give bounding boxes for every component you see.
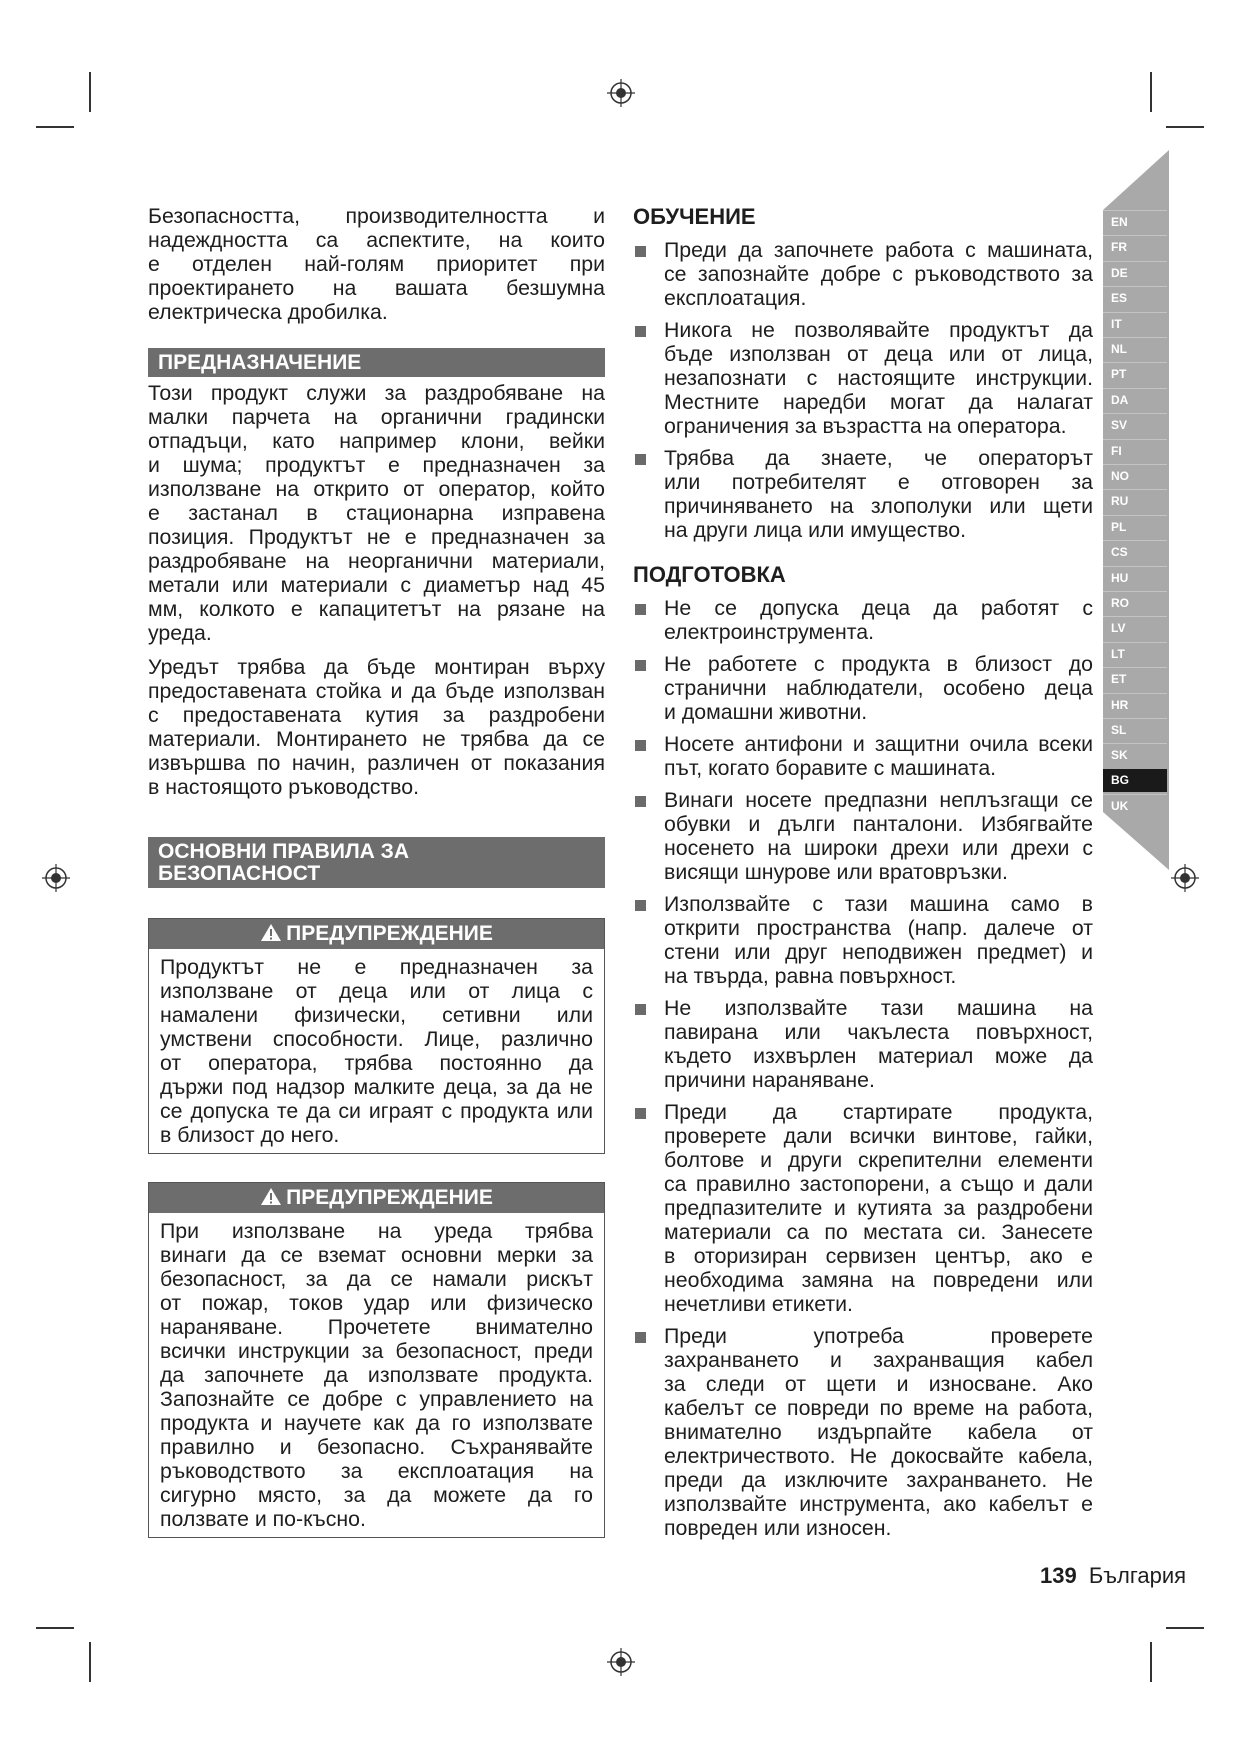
preparation-heading: ПОДГОТОВКА (633, 562, 786, 587)
list-item: Преди употреба проверете захранването и захранващия кабел за следи от щети и износване. Ако кабелът се повреди по време на работа, внимателно издърпайте кабела от електричеството. Не докосвайте кабела, преди да изключите захранването. Не използвайте инструмента, ако кабелът е повреден или износен. (633, 1324, 1093, 1540)
safety-rules-heading: ОСНОВНИ ПРАВИЛА ЗА БЕЗОПАСНОСТ (148, 837, 605, 888)
crop-mark (36, 1627, 74, 1629)
list-item: Винаги носете предпазни неплъзгащи се обувки и дълги панталони. Избягвайте носенето на широки дрехи или дрехи с висящи шнурове или вратовръзки. (633, 788, 1093, 884)
language-tab-hu[interactable]: HU (1103, 566, 1167, 589)
language-tab-pt[interactable]: PT (1103, 362, 1167, 385)
crop-mark (1150, 1642, 1152, 1682)
language-tab-en[interactable]: EN (1103, 210, 1167, 233)
language-tab-es[interactable]: ES (1103, 286, 1167, 309)
purpose-heading: ПРЕДНАЗНАЧЕНИЕ (148, 348, 605, 377)
list-item: Не използвайте тази машина на павирана или чакълеста повърхност, където изхвърлен материал може да причини нараняване. (633, 996, 1093, 1092)
language-tab-bg[interactable]: BG (1103, 769, 1167, 792)
language-tab-nl[interactable]: NL (1103, 337, 1167, 360)
purpose-paragraph-1: Този продукт служи за раздробяване на малки парчета на органични градински отпадъци, като например клони, вейки и шума; продуктът е предназначен за използване на открито от оператор, който е застанал в стационарна изправена позиция. Продуктът не е предназначен за раздробяване на неорганични материали, метали или материали с диаметър над 45 мм, колкото е капацитетът на рязане на уреда. (148, 381, 605, 645)
warning-triangle-icon (260, 923, 282, 942)
list-item: Никога не позволявайте продуктът да бъде използван от деца или от лица, незапознати с настоящите инструкции. Местните наредби могат да налагат ограничения за възрастта на оператора. (633, 318, 1093, 438)
language-tab-fr[interactable]: FR (1103, 235, 1167, 258)
page-number: 139 (1040, 1563, 1077, 1588)
language-tab-cs[interactable]: CS (1103, 540, 1167, 563)
crop-mark (36, 126, 74, 128)
language-tab-sk[interactable]: SK (1103, 743, 1167, 766)
language-tab-de[interactable]: DE (1103, 261, 1167, 284)
warning-text: Продуктът не е предназначен за използване от деца или от лица с намалени физически, сетивни или умствени способности. Лице, различно от оператора, трябва постоянно да държи под надзор малките деца, за да не се допуска те да си играят с продукта или в близост до него. (160, 955, 593, 1147)
page-footer (1040, 1563, 1210, 1589)
preparation-list (633, 596, 1093, 1540)
language-tab-no[interactable]: NO (1103, 464, 1167, 487)
purpose-paragraph-2: Уредът трябва да бъде монтиран върху предоставената стойка и да бъде използван с предоставената кутия за раздробени материали. Монтирането не трябва да се извършва по начин, различен от показания в настоящото ръководство. (148, 655, 605, 799)
language-tab-sv[interactable]: SV (1103, 413, 1167, 436)
registration-mark-icon (42, 864, 70, 892)
list-item: Използвайте с тази машина само в открити пространства (напр. далече от стени или друг неподвижен предмет) и на твърда, равна повърхност. (633, 892, 1093, 988)
language-tab-lv[interactable]: LV (1103, 616, 1167, 639)
registration-mark-icon (607, 79, 635, 107)
language-tab-fi[interactable]: FI (1103, 439, 1167, 462)
list-item: Трябва да знаете, че операторът или потребителят е отговорен за причиняването на злополуки или щети на други лица или имущество. (633, 446, 1093, 542)
warning-box-safety (148, 1182, 605, 1538)
right-column (633, 204, 1093, 1540)
language-tab-sl[interactable]: SL (1103, 718, 1167, 741)
language-tab-ru[interactable]: RU (1103, 489, 1167, 512)
crop-mark (1166, 1627, 1204, 1629)
list-item: Не работете с продукта в близост до странични наблюдатели, особено деца и домашни животни. (633, 652, 1093, 724)
language-tab-hr[interactable]: HR (1103, 693, 1167, 716)
list-item: Не се допуска деца да работят с електроинструмента. (633, 596, 1093, 644)
crop-mark (89, 72, 91, 112)
list-item: Носете антифони и защитни очила всеки път, когато боравите с машината. (633, 732, 1093, 780)
warning-header: ПРЕДУПРЕЖДЕНИЕ (149, 1183, 604, 1213)
training-heading: ОБУЧЕНИЕ (633, 204, 756, 229)
language-tab-ro[interactable]: RO (1103, 591, 1167, 614)
training-list (633, 238, 1093, 542)
crop-mark (89, 1642, 91, 1682)
warning-box-children (148, 918, 605, 1154)
left-column (148, 204, 605, 1538)
language-tab-uk[interactable]: UK (1103, 794, 1167, 817)
language-tab-strip (1103, 150, 1169, 870)
language-tab-da[interactable]: DA (1103, 388, 1167, 411)
language-tab-lt[interactable]: LT (1103, 642, 1167, 665)
language-tab-et[interactable]: ET (1103, 667, 1167, 690)
language-tab-pl[interactable]: PL (1103, 515, 1167, 538)
registration-mark-icon (607, 1648, 635, 1676)
warning-triangle-icon (260, 1187, 282, 1206)
list-item: Преди да стартирате продукта, проверете дали всички винтове, гайки, болтове и други скрепителни елементи са правилно застопорени, а също и дали предпазителите и кутията за раздробени материали са по местата си. Занесете в оторизиран сервизен център, ако е необходима замяна на повредени или нечетливи етикети. (633, 1100, 1093, 1316)
crop-mark (1150, 72, 1152, 112)
warning-header: ПРЕДУПРЕЖДЕНИЕ (149, 919, 604, 949)
registration-mark-icon (1171, 864, 1199, 892)
language-tab-it[interactable]: IT (1103, 312, 1167, 335)
warning-text: При използване на уреда трябва винаги да се вземат основни мерки за безопасност, за да се намали рискът от пожар, токов удар или физическо нараняване. Прочетете внимателно всички инструкции за безопасност, преди да започнете да използвате продукта. Запознайте се добре с управлението на продукта и научете как да го използвате правилно и безопасно. Съхранявайте ръководството за експлоатация на сигурно място, за да можете да го ползвате и по-късно. (160, 1219, 593, 1531)
crop-mark (1166, 126, 1204, 128)
list-item: Преди да започнете работа с машината, се запознайте добре с ръководството за експлоатация. (633, 238, 1093, 310)
footer-language: България (1088, 1563, 1187, 1588)
intro-paragraph: Безопасността, производителността и надеждността са аспектите, на които е отделен най-голям приоритет при проектирането на вашата безшумна електрическа дробилка. (148, 204, 605, 324)
